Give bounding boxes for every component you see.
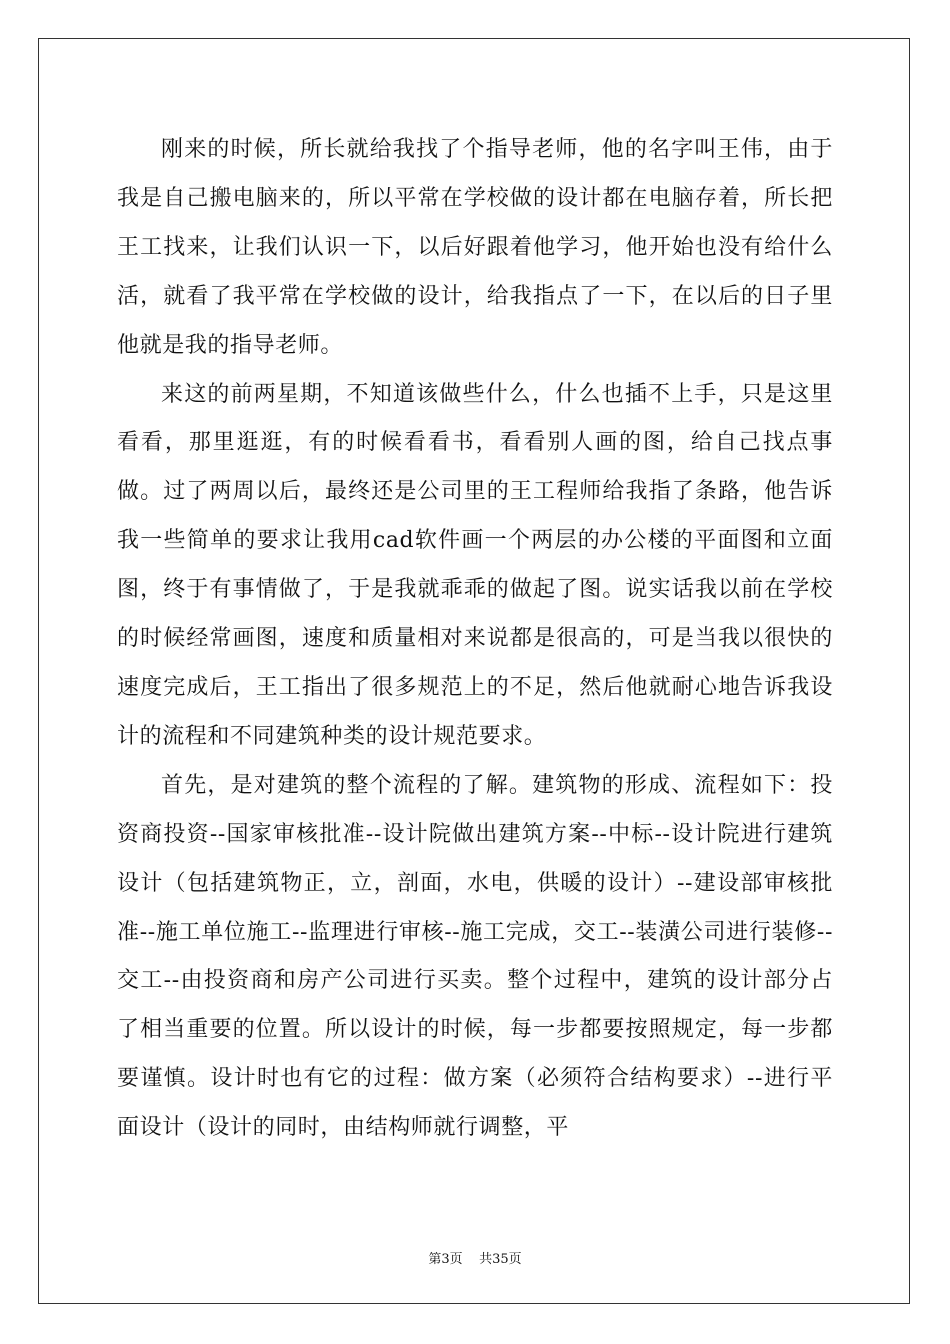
paragraph: 首先，是对建筑的整个流程的了解。建筑物的形成、流程如下：投资商投资--国家审核批准--设计院做出建筑方案--中标--设计院进行建筑设计（包括建筑物正，立，剖面，水电，供暖的设计）--建设部审核批准--施工单位施工--监理进行审核--施工完成，交工--装潢公司进行装修--交工--由投资商和房产公司进行买卖。整个过程中，建筑的设计部分占了相当重要的位置。所以设计的时候，每一步都要按照规定，每一步都要谨慎。设计时也有它的过程：做方案（必须符合结构要求）--进行平面设计（设计的同时，由结构师就行调整，平 [117, 772, 833, 1141]
page-number: 第3页 [428, 1252, 463, 1267]
paragraph: 来这的前两星期，不知道该做些什么，什么也插不上手，只是这里看看，那里逛逛，有的时候看看书，看看别人画的图，给自己找点事做。过了两周以后，最终还是公司里的王工程师给我指了条路，他告诉我一些简单的要求让我用cad软件画一个两层的办公楼的平面图和立面图，终于有事情做了，于是我就乖乖的做起了图。说实话我以前在学校的时候经常画图，速度和质量相对来说都是很高的，可是当我以很快的速度完成后，王工指出了很多规范上的不足，然后他就耐心地告诉我设计的流程和不同建筑种类的设计规范要求。 [117, 381, 833, 749]
total-pages: 共35页 [479, 1252, 522, 1267]
document-body [117, 126, 833, 1153]
page-footer [0, 1248, 950, 1267]
paragraph: 刚来的时候，所长就给我找了个指导老师，他的名字叫王伟，由于我是自己搬电脑来的，所以平常在学校做的设计都在电脑存着，所长把王工找来，让我们认识一下，以后好跟着他学习，他开始也没有给什么活，就看了我平常在学校做的设计，给我指点了一下，在以后的日子里他就是我的指导老师。 [117, 137, 833, 358]
